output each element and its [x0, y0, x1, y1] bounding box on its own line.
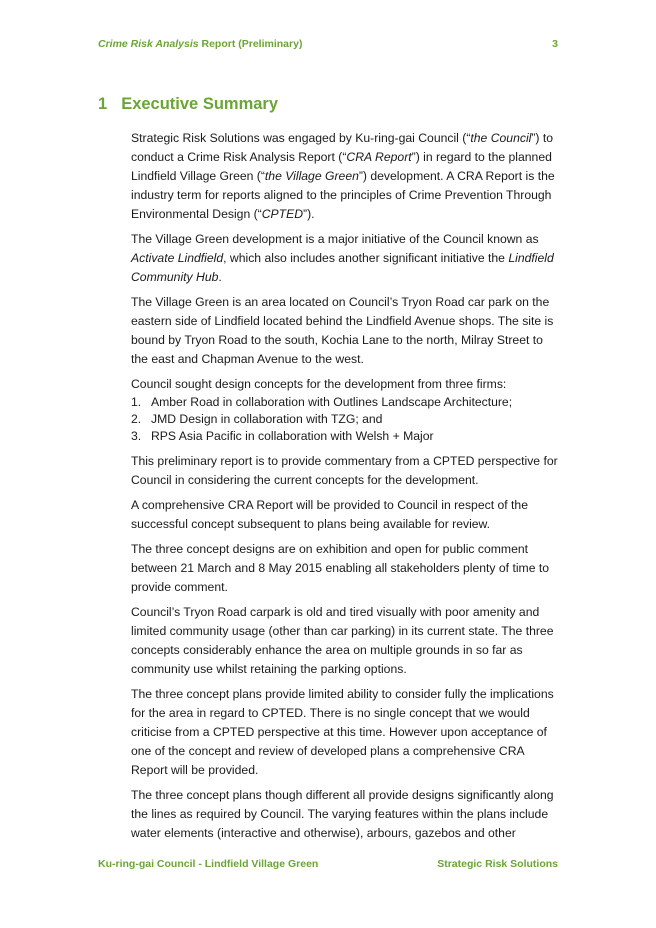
header-title-rest: Report (Preliminary) [198, 38, 303, 50]
paragraph-10: The three concept plans though different all provide designs significantly along the lines as required by Council. The varying features within the plans include water elements (interactive and otherwise), arbours, gazebos and other [131, 788, 554, 840]
paragraph-8: Council’s Tryon Road carpark is old and tired visually with poor amenity and limited community usage (other than car parking) in its current state. The three concepts considerably enhance the area on multiple grounds in so far as community use whilst retaining the parking options. [131, 605, 554, 676]
list-item [131, 394, 561, 411]
italic-run: the Village Green [264, 169, 359, 183]
header-title-italic: Crime Risk Analysis [98, 38, 199, 50]
list-text: JMD Design in collaboration with TZG; and [151, 412, 383, 426]
list-item [131, 428, 561, 445]
italic-run: CRA Report [346, 150, 412, 164]
list-number: 1. [131, 395, 142, 409]
paragraph-3: The Village Green is an area located on Council’s Tryon Road car park on the eastern side of Lindfield located behind the Lindfield Avenue shops. The site is bound by Tryon Road to the south, Kochia Lane to the north, Milray Street to the east and Chapman Avenue to the west. [131, 295, 554, 366]
paragraph-2 [131, 230, 561, 287]
list-number: 2. [131, 412, 142, 426]
list-number: 3. [131, 429, 142, 443]
text-run: , which also includes another significant initiative the [223, 251, 509, 265]
text-run: Strategic Risk Solutions was engaged by Ku-ring-gai Council (“ [131, 131, 471, 145]
paragraph-4: Council sought design concepts for the development from three firms: [131, 377, 507, 391]
italic-run: CPTED [261, 207, 304, 221]
paragraph-7: The three concept designs are on exhibition and open for public comment between 21 March and 8 May 2015 enabling all stakeholders plenty of time to provide comment. [131, 542, 550, 594]
body-content [131, 129, 561, 849]
section-title: Executive Summary [121, 95, 279, 113]
firms-list [131, 394, 561, 445]
section-number: 1 [98, 95, 108, 113]
italic-run: Activate Lindfield [131, 251, 224, 265]
paragraph-1 [131, 129, 561, 224]
list-item [131, 411, 561, 428]
text-run: ”) development. A CRA Report is the industry term for reports aligned to the principles of Crime Prevention Through Environmental Design (“ [131, 169, 555, 221]
italic-run: Lindfield Community Hub [131, 251, 554, 284]
paragraph-6: A comprehensive CRA Report will be provided to Council in respect of the successful concept subsequent to plans being available for review. [131, 498, 528, 531]
text-run: . [218, 270, 222, 284]
page-header [98, 38, 558, 50]
list-text: RPS Asia Pacific in collaboration with Welsh + Major [151, 429, 434, 443]
page-footer [98, 858, 558, 870]
text-run: ”) to conduct a Crime Risk Analysis Report (“ [131, 131, 554, 164]
text-run: The Village Green development is a major initiative of the Council known as [131, 232, 539, 246]
italic-run: the Council [470, 131, 532, 145]
footer-left: Ku-ring-gai Council - Lindfield Village Green [98, 858, 319, 870]
footer-right: Strategic Risk Solutions [437, 858, 558, 870]
paragraph-5: This preliminary report is to provide commentary from a CPTED perspective for Council in considering the current concepts for the development. [131, 454, 558, 487]
text-run: ”) in regard to the planned Lindfield Village Green (“ [131, 150, 552, 183]
list-text: Amber Road in collaboration with Outlines Landscape Architecture; [151, 395, 513, 409]
text-run: ”). [303, 207, 315, 221]
paragraph-9: The three concept plans provide limited ability to consider fully the implications for the area in regard to CPTED. There is no single concept that we would criticise from a CPTED perspective at this time. However upon acceptance of one of the concept and review of developed plans a comprehensive CRA Report will be provided. [131, 687, 554, 777]
page-number: 3 [552, 38, 558, 50]
section-heading [98, 95, 278, 114]
header-title [98, 38, 302, 50]
